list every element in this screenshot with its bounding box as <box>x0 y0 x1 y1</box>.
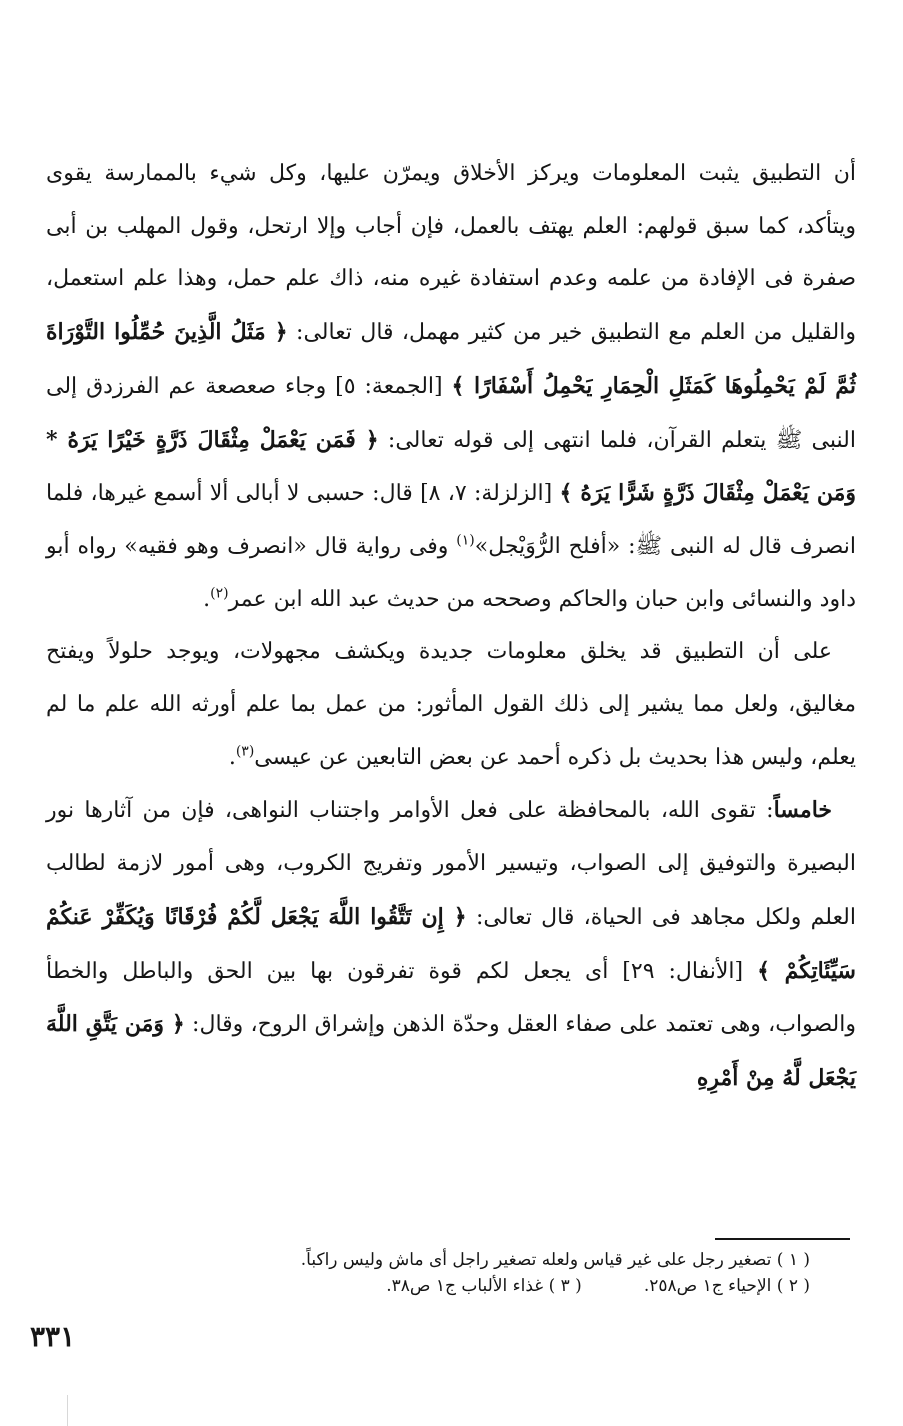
quran-verse: ﴿ إِن تَتَّقُوا اللَّهَ يَجْعَل لَّكُمْ فُرْقَانًا وَيُكَفِّرْ عَنكُمْ سَيِّئَاتِكُمْ ﴾ <box>46 903 856 984</box>
margin-line <box>67 1395 68 1426</box>
text-run: على أن التطبيق قد يخلق معلومات جديدة ويكشف مجهولات، ويوجد حلولاً ويفتح مغاليق، ولعل مما يشير إلى ذلك القول المأثور: من عمل بما علم أورثه الله علم ما لم يعلم، وليس هذا بحديث بل ذكره أحمد عن بعض التابعين عن عيسى <box>46 639 856 770</box>
footnote-1: ( ١ ) تصغير رجل على غير قياس ولعله تصغير راجل أى ماش وليس راكباً. <box>300 1250 810 1270</box>
page-number: ٣٣١ <box>30 1320 76 1353</box>
footnote-separator <box>715 1238 850 1240</box>
section-label: خامساً <box>773 797 832 824</box>
footnotes <box>140 1247 810 1299</box>
footnote-row <box>140 1273 810 1299</box>
footnote-spacer <box>582 1273 644 1299</box>
text-run: [الأنفال: ٢٩] أى يجعل لكم قوة تفرقون بها بين الحق والباطل والخطأ والصواب، وهى تعتمد على صفاء العقل وحدّة الذهن وإشراق الروح، وقال: <box>46 958 856 1038</box>
text-run: [الجمعة: ٥] وجاء صعصعة عم الفرزدق إلى النبى ﷺ يتعلم القرآن، فلما انتهى إلى قوله تعالى: <box>46 373 856 453</box>
text-run: . <box>228 744 236 770</box>
footnote-3: ( ٣ ) غذاء الألباب ج١ ص٣٨. <box>386 1276 582 1296</box>
body-text <box>46 148 856 1106</box>
quran-verse: ﴿ فَمَن يَعْمَلْ مِثْقَالَ ذَرَّةٍ خَيْرًا يَرَهُ * وَمَن يَعْمَلْ مِثْقَالَ ذَرَّةٍ شَرًّا يَرَهُ ﴾ <box>46 426 856 507</box>
text-run: وفى رواية قال «انصرف وهو فقيه» رواه أبو داود والنسائى وابن حبان والحاكم وصححه من حديث عبد الله ابن عمر <box>46 533 856 612</box>
text-run: . <box>203 586 211 612</box>
paragraph <box>46 784 856 1105</box>
text-run: أن التطبيق يثبت المعلومات ويركز الأخلاق ويمرّن عليها، وكل شيء بالممارسة يقوى ويتأكد، كما سبق قولهم: العلم يهتف بالعمل، فإن أجاب وإلا ارتحل، وقول المهلب بن أبى صفرة فى الإفادة من علمه وعدم استفادة غيره منه، ذاك علم حمل، وهذا علم استعمل، والقليل من العلم مع التطبيق خير من كثير مهمل، قال تعالى: <box>46 161 856 346</box>
footnote-2: ( ٢ ) الإحياء ج١ ص٢٥٨. <box>643 1276 810 1296</box>
quran-verse: ﴿ مَثَلُ الَّذِينَ حُمِّلُوا التَّوْرَاةَ ثُمَّ لَمْ يَحْمِلُوهَا كَمَثَلِ الْحِمَارِ يَحْمِلُ أَسْفَارًا ﴾ <box>46 319 857 399</box>
text-run: : تقوى الله، بالمحافظة على فعل الأوامر واجتناب النواهى، فإن من آثارها نور البصيرة والتوفيق إلى الصواب، وتيسير الأمور وتفريج الكروب، وهى أمور لازمة لطالب العلم ولكل مجاهد فى الحياة، قال تعالى: <box>46 798 857 930</box>
footnote-ref: (٣) <box>235 743 255 760</box>
paragraph <box>46 148 856 626</box>
quran-verse: ﴿ وَمَن يَتَّقِ اللَّهَ يَجْعَل لَّهُ مِنْ أَمْرِهِ <box>46 1011 856 1091</box>
paragraph <box>46 626 856 784</box>
text-run: [الزلزلة: ٧، ٨] قال: حسبى لا أبالى ألا أسمع غيرها، فلما انصرف قال له النبى ﷺ: «أفلح الرُّوَيْجل» <box>46 481 856 559</box>
footnote-ref: (١) <box>456 532 475 549</box>
footnote-ref: (٢) <box>210 585 229 602</box>
